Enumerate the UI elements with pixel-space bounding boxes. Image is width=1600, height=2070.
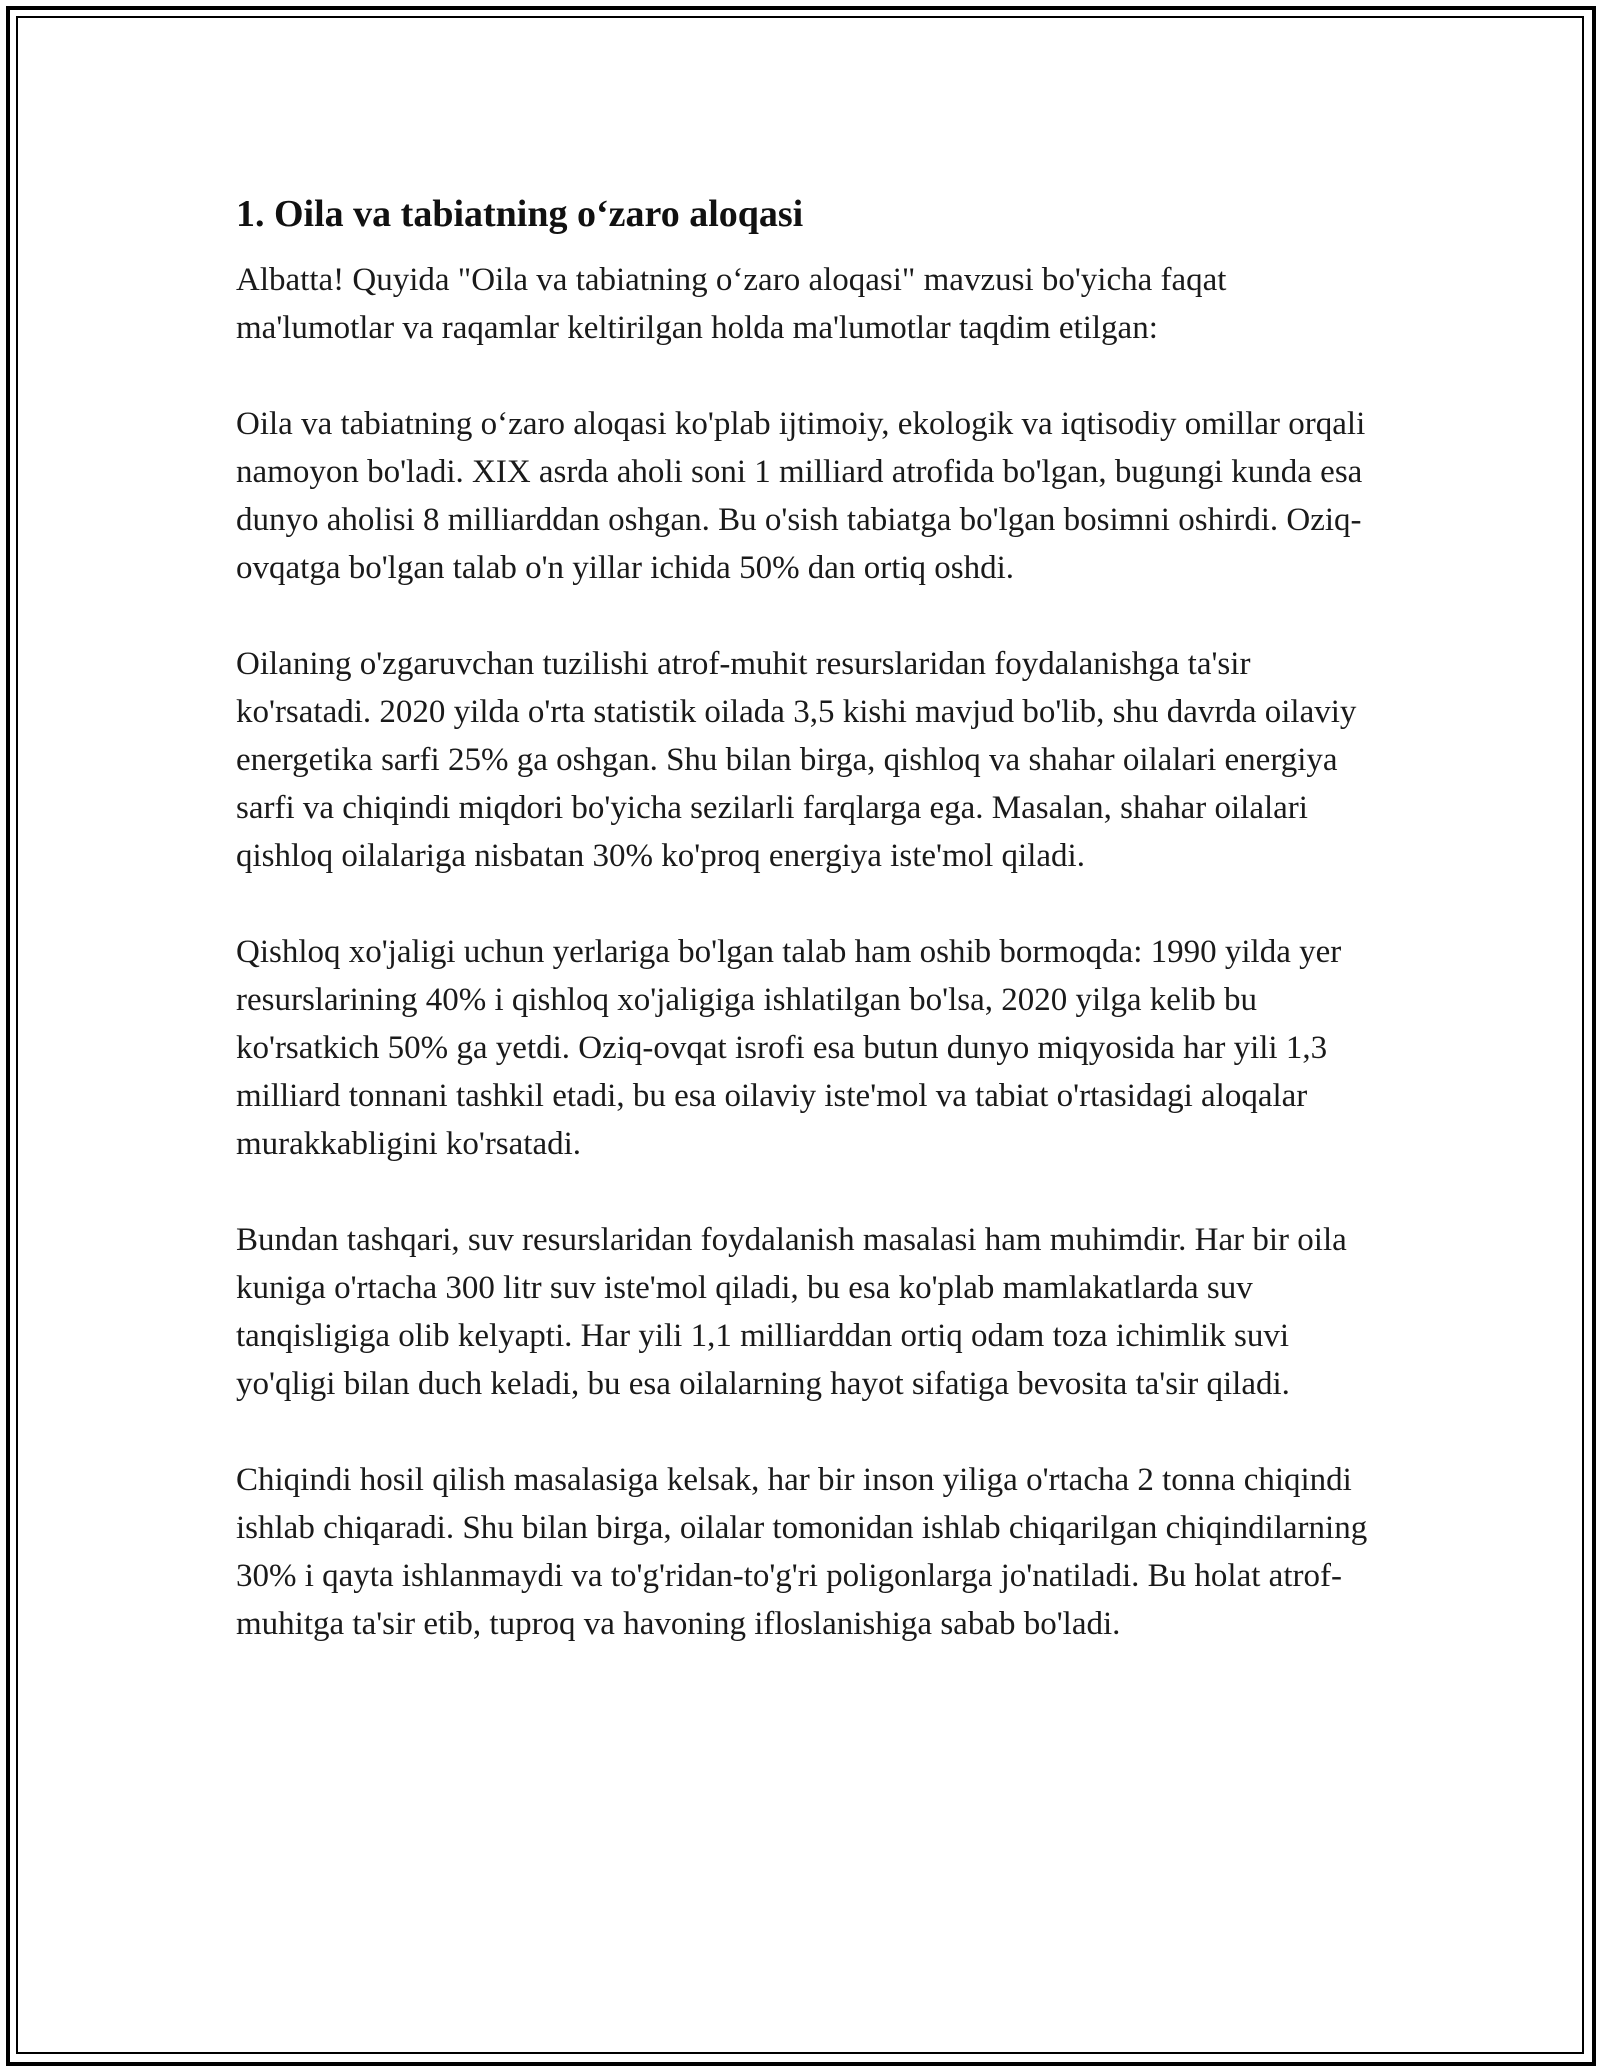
water-paragraph: Bundan tashqari, suv resurslaridan foydalanish masalasi ham muhimdir. Har bir oila kuniga o'rtacha 300 litr suv iste'mol qiladi, bu esa ko'plab mamlakatlarda suv tanqisligiga olib kelyapti. Har yili 1,1 milliarddan ortiq odam toza ichimlik suvi yo'qligi bilan duch keladi, bu esa oilalarning hayot sifatiga bevosita ta'sir qiladi. xyxy=(236,1222,1347,1402)
population-paragraph: Oila va tabiatning o‘zaro aloqasi ko'plab ijtimoiy, ekologik va iqtisodiy omillar orqali namoyon bo'ladi. XIX asrda aholi soni 1 milliard atrofida bo'lgan, bugungi kunda esa dunyo aholisi 8 milliarddan oshgan. Bu o'sish tabiatga bo'lgan bosimni oshirdi. Oziq-ovqatga bo'lgan talab o'n yillar ichida 50% dan ortiq oshdi. xyxy=(236,406,1366,586)
document-body xyxy=(236,186,1372,1696)
agriculture-paragraph: Qishloq xo'jaligi uchun yerlariga bo'lgan talab ham oshib bormoqda: 1990 yilda yer resurslarining 40% i qishloq xo'jaligiga ishlatilgan bo'lsa, 2020 yilga kelib bu ko'rsatkich 50% ga yetdi. Oziq-ovqat isrofi esa butun dunyo miqyosida har yili 1,3 milliard tonnani tashkil etadi, bu esa oilaviy iste'mol va tabiat o'rtasidagi aloqalar murakkabligini ko'rsatadi. xyxy=(236,934,1342,1162)
family-energy-paragraph: Oilaning o'zgaruvchan tuzilishi atrof-muhit resurslaridan foydalanishga ta'sir ko'rsatadi. 2020 yilda o'rta statistik oilada 3,5 kishi mavjud bo'lib, shu davrda oilaviy energetika sarfi 25% ga oshgan. Shu bilan birga, qishloq va shahar oilalari energiya sarfi va chiqindi miqdori bo'yicha sezilarli farqlarga ega. Masalan, shahar oilalari qishloq oilalariga nisbatan 30% ko'proq energiya iste'mol qiladi. xyxy=(236,646,1357,874)
section-heading: 1. Oila va tabiatning o‘zaro aloqasi xyxy=(236,193,804,235)
waste-paragraph: Chiqindi hosil qilish masalasiga kelsak, har bir inson yiliga o'rtacha 2 tonna chiqindi ishlab chiqaradi. Shu bilan birga, oilalar tomonidan ishlab chiqarilgan chiqindilarning 30% i qayta ishlanmaydi va to'g'ridan-to'g'ri poligonlarga jo'natiladi. Bu holat atrof-muhitga ta'sir etib, tuproq va havoning ifloslanishiga sabab bo'ladi. xyxy=(236,1462,1368,1642)
intro-paragraph: Albatta! Quyida "Oila va tabiatning o‘zaro aloqasi" mavzusi bo'yicha faqat ma'lumotlar va raqamlar keltirilgan holda ma'lumotlar taqdim etilgan: xyxy=(236,262,1227,346)
